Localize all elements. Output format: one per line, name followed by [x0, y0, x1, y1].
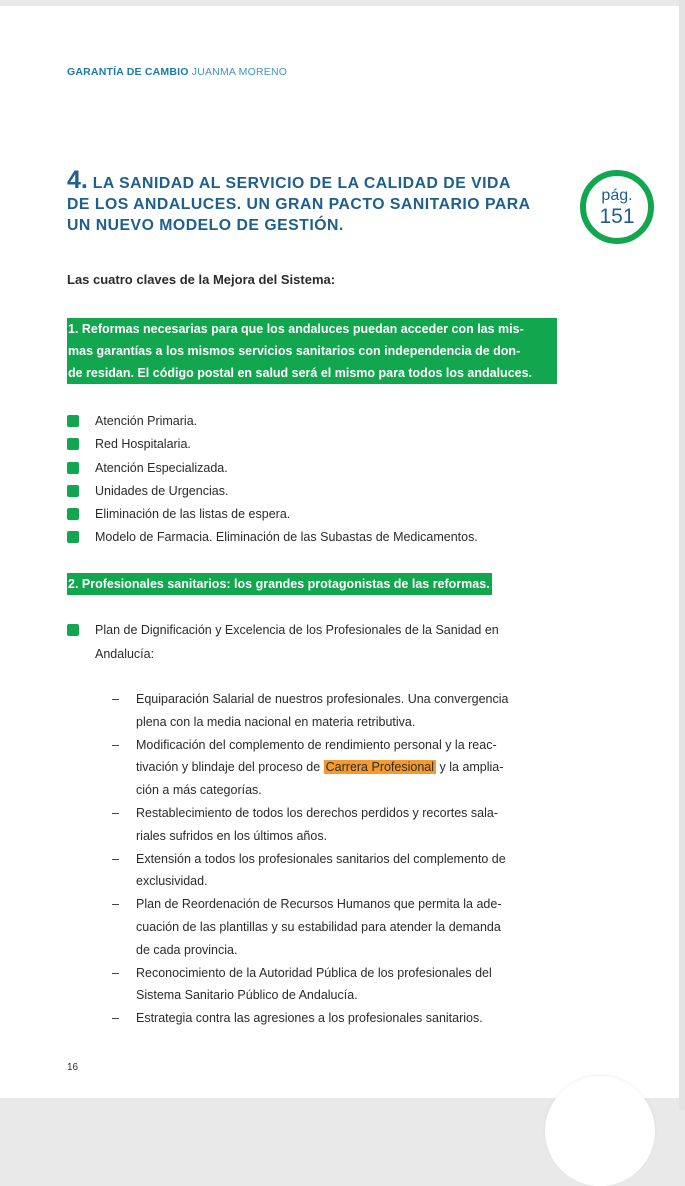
- list-item-text: Modelo de Farmacia. Eliminación de las Subastas de Medicamentos.: [95, 530, 478, 545]
- measure-text: Equiparación Salarial de nuestros profesionales. Una convergencia: [136, 692, 509, 706]
- key-1-bullet-list: [67, 410, 567, 550]
- list-item: [67, 526, 567, 549]
- list-item: [67, 410, 567, 433]
- measure-text: Sistema Sanitario Público de Andalucía.: [136, 988, 358, 1003]
- section-title-line1: LA SANIDAD AL SERVICIO DE LA CALIDAD DE VIDA: [92, 175, 511, 192]
- measure-text: Plan de Reordenación de Recursos Humanos que permita la ade-: [136, 897, 502, 912]
- page-reference-badge: [580, 170, 654, 244]
- list-item: [112, 893, 560, 961]
- measure-text: Reconocimiento de la Autoridad Pública de los profesionales del: [136, 965, 492, 980]
- list-item: [67, 480, 567, 503]
- key-1-highlight: [67, 318, 557, 384]
- dash-bullet: –: [112, 897, 119, 912]
- measure-text: cuación de las plantillas y su estabilidad para atender la demanda: [136, 919, 501, 934]
- badge-number: 151: [599, 204, 635, 228]
- list-item: [112, 802, 560, 848]
- list-item: [67, 457, 567, 480]
- page-edge: [679, 0, 685, 1110]
- dash-bullet: –: [112, 737, 119, 752]
- dash-bullet: –: [112, 965, 119, 980]
- measure-text: y la amplia-: [439, 760, 504, 775]
- highlighted-phrase: Carrera Profesional: [325, 760, 435, 775]
- dash-bullet: –: [112, 692, 119, 706]
- page-curl-corner: [545, 1076, 655, 1186]
- measure-text: exclusividad.: [136, 874, 208, 889]
- list-item-text: Unidades de Urgencias.: [95, 483, 229, 498]
- measure-text: tivación y blindaje del proceso de: [136, 760, 321, 775]
- green-square-bullet-icon: [67, 462, 79, 474]
- measure-text: ción a más categorías.: [136, 783, 262, 798]
- list-item: [67, 618, 567, 666]
- measure-text: de cada provincia.: [136, 942, 238, 957]
- green-square-bullet-icon: [67, 415, 79, 427]
- section-title: [67, 166, 567, 236]
- header-campaign: GARANTÍA DE CAMBIO: [67, 66, 189, 78]
- header-candidate: JUANMA MORENO: [191, 66, 288, 78]
- measure-text: Modificación del complemento de rendimiento personal y la reac-: [136, 737, 497, 752]
- list-item: [112, 1007, 560, 1030]
- running-header: [67, 66, 287, 78]
- list-item-text: Atención Primaria.: [95, 414, 198, 428]
- measure-text: plena con la media nacional en materia retributiva.: [136, 714, 416, 729]
- measure-text: riales sufridos en los últimos años.: [136, 828, 328, 843]
- key-1-line1: 1. Reformas necesarias para que los andaluces puedan acceder con las mis-: [67, 318, 557, 340]
- list-item: [112, 962, 560, 1008]
- page-number: 16: [67, 1062, 79, 1073]
- green-square-bullet-icon: [67, 508, 79, 520]
- measure-text: Estrategia contra las agresiones a los profesionales sanitarios.: [136, 1011, 483, 1026]
- dash-bullet: –: [112, 851, 119, 866]
- key-1-line2: mas garantías a los mismos servicios sanitarios con independencia de don-: [67, 340, 557, 362]
- list-item: [112, 734, 560, 802]
- measure-text: Extensión a todos los profesionales sanitarios del complemento de: [136, 851, 506, 866]
- green-square-bullet-icon: [67, 438, 79, 450]
- dash-bullet: –: [112, 1011, 119, 1026]
- plan-item: [67, 618, 567, 666]
- measures-list: [112, 688, 560, 1030]
- green-square-bullet-icon: [67, 485, 79, 497]
- plan-line1: Plan de Dignificación y Excelencia de los Profesionales de la Sanidad en: [95, 623, 499, 637]
- plan-line2: Andalucía:: [95, 647, 155, 661]
- badge-label: pág.: [601, 186, 633, 204]
- list-item: [112, 688, 560, 734]
- section-number: 4.: [67, 166, 88, 194]
- list-item: [67, 433, 567, 456]
- document-page: [0, 6, 679, 1098]
- list-item-text: Atención Especializada.: [95, 460, 228, 475]
- list-item-text: Red Hospitalaria.: [95, 437, 191, 452]
- key-2-highlight: 2. Profesionales sanitarios: los grandes protagonistas de las reformas.: [67, 573, 492, 595]
- list-item: [112, 848, 560, 894]
- section-title-line2: DE LOS ANDALUCES. UN GRAN PACTO SANITARIO PARA: [67, 196, 531, 213]
- key-1-line3: de residan. El código postal en salud será el mismo para todos los andaluces.: [67, 362, 557, 384]
- green-square-bullet-icon: [67, 624, 79, 636]
- section-title-line3: UN NUEVO MODELO DE GESTIÓN.: [67, 217, 344, 234]
- list-item: [67, 503, 567, 526]
- measure-text: Restablecimiento de todos los derechos perdidos y recortes sala-: [136, 805, 498, 820]
- list-item-text: Eliminación de las listas de espera.: [95, 507, 291, 522]
- green-square-bullet-icon: [67, 531, 79, 543]
- keys-subtitle: Las cuatro claves de la Mejora del Sistema:: [67, 272, 336, 287]
- dash-bullet: –: [112, 805, 119, 820]
